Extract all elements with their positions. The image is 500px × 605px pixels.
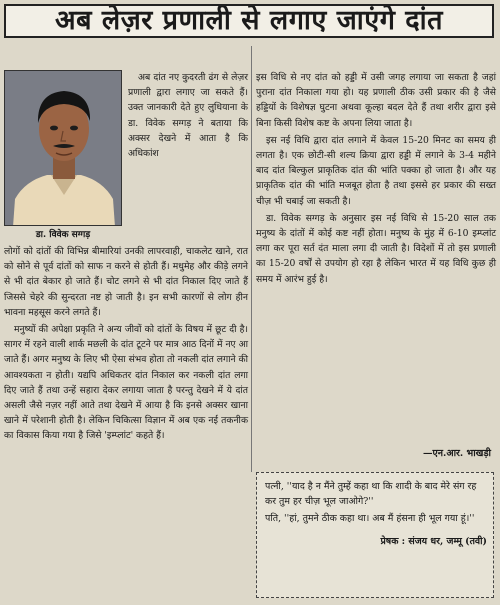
joke-box xyxy=(256,472,494,598)
joke-line-wife: पत्नी, ''याद है न मैंने तुम्हें कहा था कि शादी के बाद मेरे संग रह कर तुम हर चीज़ भूल जाओगे?'' xyxy=(265,481,477,507)
byline: —एन.आर. भाखड़ी xyxy=(423,448,491,459)
article-column-1-top xyxy=(128,70,248,163)
doctor-photo xyxy=(4,70,122,226)
headline: अब लेज़र प्रणाली से लगाए जाएंगे दांत xyxy=(4,4,494,38)
joke-sender: प्रेषक : संजय धर, जम्मू (तवी) xyxy=(380,536,487,547)
photo-caption: डा. विवेक सग्गड़ xyxy=(35,230,91,240)
article-column-2 xyxy=(256,70,496,289)
paragraph: लोगों को दांतों की विभिन्न बीमारियां उनकी लापरवाही, चाकलेट खाने, रात को सोने से पूर्व दांतों को साफ न करने से होती हैं। मधुमेह और कीड़े लगने से भी दांत बेकार हो जाते हैं। चोट लगने से भी दांत निकाल दिए जाते हैं जिससे चेहरे की सुन्दरता नष्ट हो जाती है। इन सभी कारणों से लोग हीन भावना महसूस करने लगते हैं। xyxy=(4,246,248,318)
paragraph: अब दांत नए कुदरती ढंग से लेज़र प्रणाली द्वारा लगाए जा सकते हैं। उक्त जानकारी देते हुए लुधियाना के डा. विवेक सग्गड़ ने बताया कि अक्सर देखने में आता है कि अधिकांश xyxy=(128,72,248,160)
portrait-image xyxy=(5,71,122,226)
joke-line-husband: पति, ''हां, तुमने ठीक कहा था। अब मैं हंसना ही भूल गया हूं।'' xyxy=(265,513,475,524)
paragraph: डा. विवेक सग्गड़ के अनुसार इस नई विधि से 15-20 साल तक मनुष्य के दांतों में कोई कष्ट नहीं होता। मनुष्य के मुंह में 6-10 इम्प्लांट लगा कर पूरा सर्त दंत माला लगा दी जाती है। विदेशों में तो इस प्रणाली का 15-20 वर्षों से उपयोग हो रहा है लेकिन भारत में यह विधि कुछ ही समय में आरंभ हुई है। xyxy=(256,212,496,285)
column-divider xyxy=(251,46,252,472)
article-column-1 xyxy=(4,244,248,446)
paragraph: मनुष्यों की अपेक्षा प्रकृति ने अन्य जीवों को दांतों के विषय में छूट दी है। सागर में रहने वाली शार्क मछली के दांत टूटने पर मात्र आठ दिनों में नए आ जाते हैं। अगर मनुष्य के लिए भी ऐसा संभव होता तो नकली दांत लगाने की आवश्यकता न होती। यद्यपि अधिकतर दांत निकाल कर नकली दांत लगा दिए जाते हैं तथा उन्हें सहारा देकर लगाया जाता है परन्तु देखने में ये दांत असली जैसे नज़र नहीं आते तथा देखने में आया है कि इनसे अक्सर खाना खाने में परेशानी होती है। लेकिन चिकित्सा विज्ञान में अब एक नई तकनीक का विकास किया गया है जिसे 'इम्प्लांट' कहते हैं। xyxy=(4,324,248,442)
paragraph: इस नई विधि द्वारा दांत लगाने में केवल 15-20 मिनट का समय ही लगता है। एक छोटी-सी शल्य क्रिया द्वारा हड्डी में लगाने के 3-4 महीने बाद दांत बिल्कुल प्राकृतिक दांत की भांति पक्का हो जाता है। और यह प्राकृतिक दांत की भांति मजबूत होता है तथा इससे हर प्रकार की सख्त चीज़ भी चबाई जा सकती है। xyxy=(256,134,496,207)
paragraph: इस विधि से नए दांत को हड्डी में उसी जगह लगाया जा सकता है जहां पुराना दांत निकाला गया हो। यह प्रणाली ठीक उसी प्रकार की है जैसे हड्डियों के विशेषज्ञ घुटना अथवा कूल्हा बदल देते हैं तथा शरीर द्वारा इसे बिना किसी विशेष कष्ट के अपना लिया जाता है। xyxy=(256,72,496,129)
